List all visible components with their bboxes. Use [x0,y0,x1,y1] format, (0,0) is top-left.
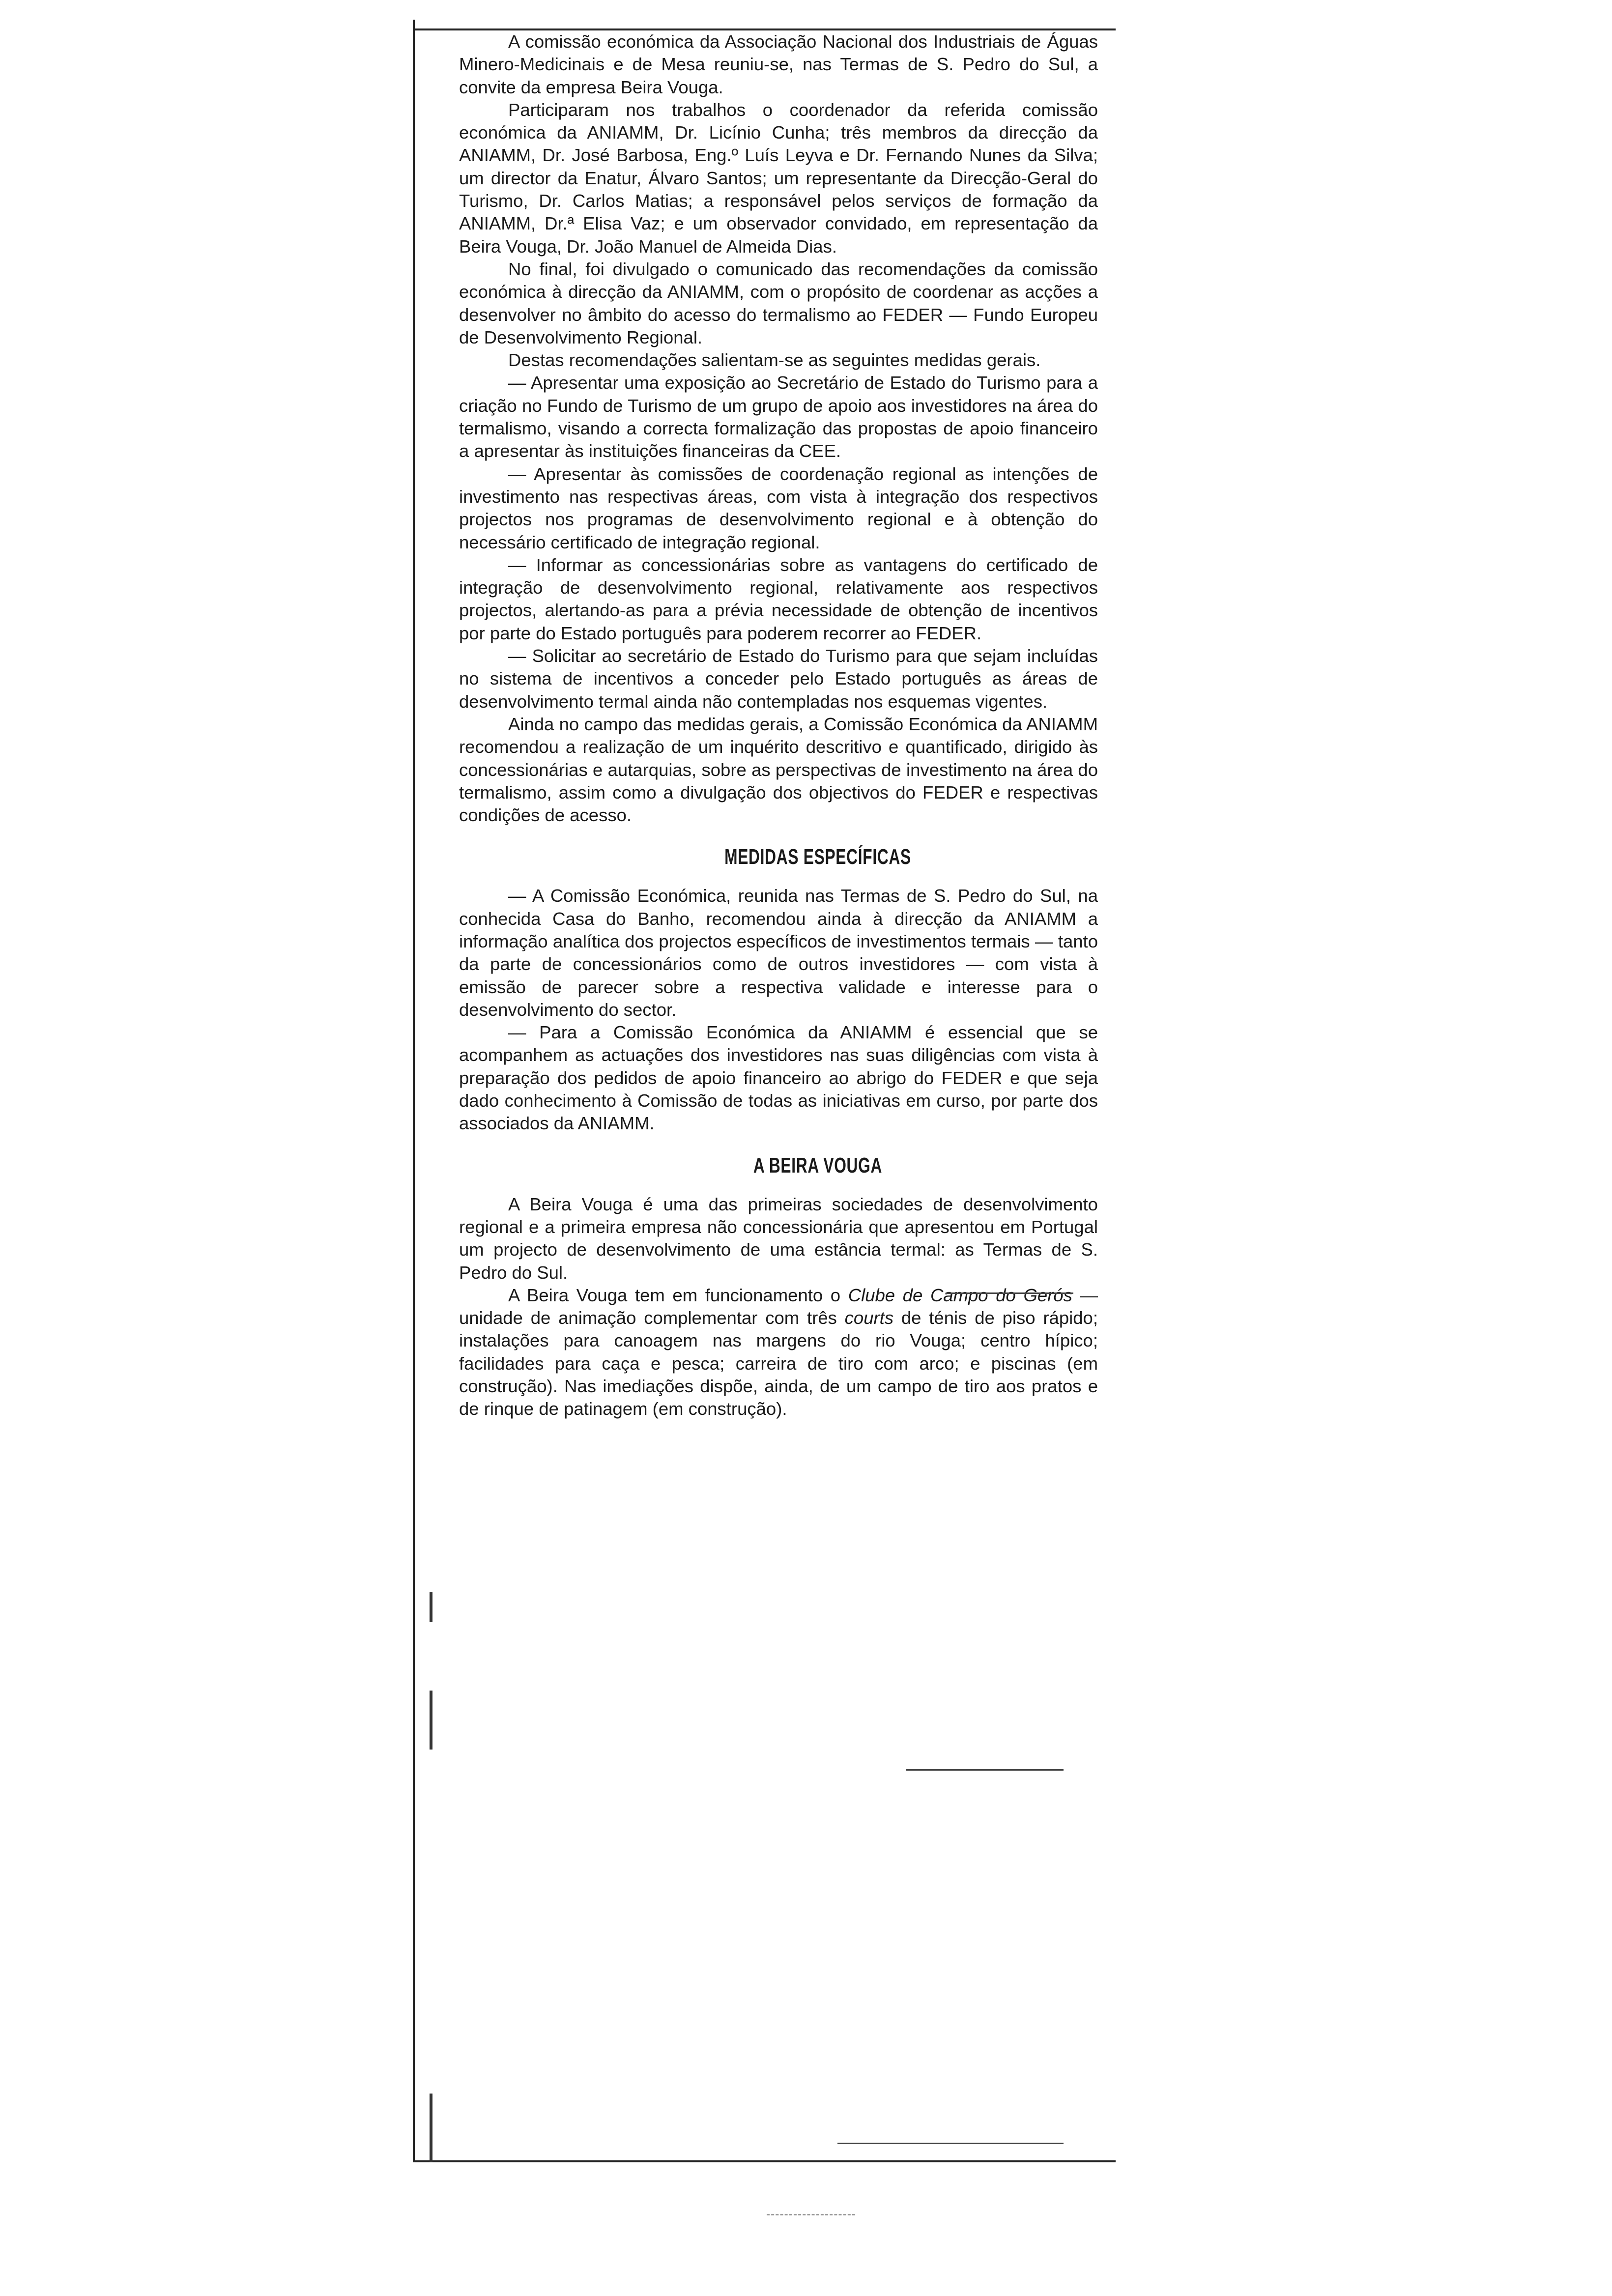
paragraph-measure-1: — Apresentar uma exposição ao Secretário de Estado do Turismo para a criação no Fundo de Turismo de um grupo de apoio aos investidores na área do termalismo, visando a correcta formalização das propostas de apoio financeiro a apresentar às instituições financeiras da CEE. [459,373,1098,461]
paragraph-specific-2: — Para a Comissão Económica da ANIAMM é essencial que se acompanhem as actuações dos investidores nas suas diligências com vista à preparação dos pedidos de apoio financeiro ao abrigo do FEDER e que seja dado conhecimento à Comissão de todas as iniciativas em curso, por parte dos associados da ANIAMM. [459,1022,1098,1134]
beira-2-tail: de ténis de piso rápido; instalações para canoagem nas margens do rio Vouga; centro hípico; facilidades para caça e pesca; carreira de tiro com arco; e piscinas (em construção). Nas imediações dispõe, ainda, de um campo de tiro aos pratos e de rinque de patinagem (em construção). [459,1308,1098,1419]
club-name: Clube de Campo do Gerós [848,1285,1072,1305]
scan-noise [946,1292,1073,1294]
paragraph-communique: No final, foi divulgado o comunicado das recomendações da comissão económica à direcção da ANIAMM, com o propósito de coordenar as acções a desenvolver no âmbito do acesso do termalismo ao FEDER — Fundo Europeu de Desenvolvimento Regional. [459,258,1098,347]
beira-2-mid: — unidade de animação complementar com três [459,1285,1098,1328]
paragraph-beira-2 [459,1284,1098,1421]
heading-beira-vouga: A BEIRA VOUGA [753,1153,883,1177]
article-body [459,30,1098,1421]
bottom-scan-marks [767,2214,855,2215]
paragraph-participants: Participaram nos trabalhos o coordenador da referida comissão económica da ANIAMM, Dr. Licínio Cunha; três membros da direcção da ANIAMM, Dr. José Barbosa, Eng.º Luís Leyva e Dr. Fernando Nunes da Silva; um director da Enatur, Álvaro Santos; um representante da Direcção-Geral do Turismo, Dr. Carlos Matias; a responsável pelos serviços de formação da ANIAMM, Dr.ª Elisa Vaz; e um observador convidado, em representação da Beira Vouga, Dr. João Manuel de Almeida Dias. [459,99,1098,257]
paragraph-measure-4: — Solicitar ao secretário de Estado do Turismo para que sejam incluídas no sistema de incentivos a conceder pelo Estado português as áreas de desenvolvimento termal ainda não contempladas nos esquemas vigentes. [459,646,1098,712]
edge-mark [430,1691,432,1750]
edge-mark [430,1592,432,1622]
newspaper-clipping [413,20,1116,2162]
paragraph-measure-2: — Apresentar às comissões de coordenação regional as intenções de investimento nas respectivas áreas, com vista à integração dos respectivos projectos nos programas de desenvolvimento regional e à obtenção do necessário certificado de integração regional. [459,463,1098,552]
paragraph-measure-3: — Informar as concessionárias sobre as vantagens do certificado de integração de desenvolvimento regional, relativamente aos respectivos projectos, alertando-as para a prévia necessidade de obtenção de incentivos por parte do Estado português para poderem recorrer ao FEDER. [459,554,1098,643]
scan-noise [837,2143,1064,2144]
paragraph-specific-1: — A Comissão Económica, reunida nas Termas de S. Pedro do Sul, na conhecida Casa do Banho, recomendou ainda à direcção da ANIAMM a informação analítica dos projectos específicos de investimentos termais — tanto da parte de concessionários como de outros investidores — com vista à emissão de parecer sobre a respectiva validade e interesse para o desenvolvimento do sector. [459,886,1098,1020]
courts-word: courts [844,1308,894,1328]
paragraph-beira-1: A Beira Vouga é uma das primeiras sociedades de desenvolvimento regional e a primeira empresa não concessionária que apresentou em Portugal um projecto de desenvolvimento de uma estância termal: as Termas de S. Pedro do Sul. [459,1194,1098,1283]
paragraph-intro-1: A comissão económica da Associação Nacional dos Industriais de Águas Minero-Medicinais e de Mesa reuniu-se, nas Termas de S. Pedro do Sul, a convite da empresa Beira Vouga. [459,31,1098,97]
beira-2-lead: A Beira Vouga tem em funcionamento o [508,1285,848,1305]
edge-mark [430,2094,432,2162]
paragraph-measure-survey: Ainda no campo das medidas gerais, a Comissão Económica da ANIAMM recomendou a realização de um inquérito descritivo e quantificado, dirigido às concessionárias e autarquias, sobre as perspectivas de investimento na área do termalismo, assim como a divulgação dos objectivos do FEDER e respectivas condições de acesso. [459,714,1098,826]
heading-medidas-especificas: MEDIDAS ESPECÍFICAS [724,845,911,869]
scan-noise [906,1769,1064,1771]
paragraph-general-measures-lead: Destas recomendações salientam-se as seguintes medidas gerais. [508,350,1041,371]
